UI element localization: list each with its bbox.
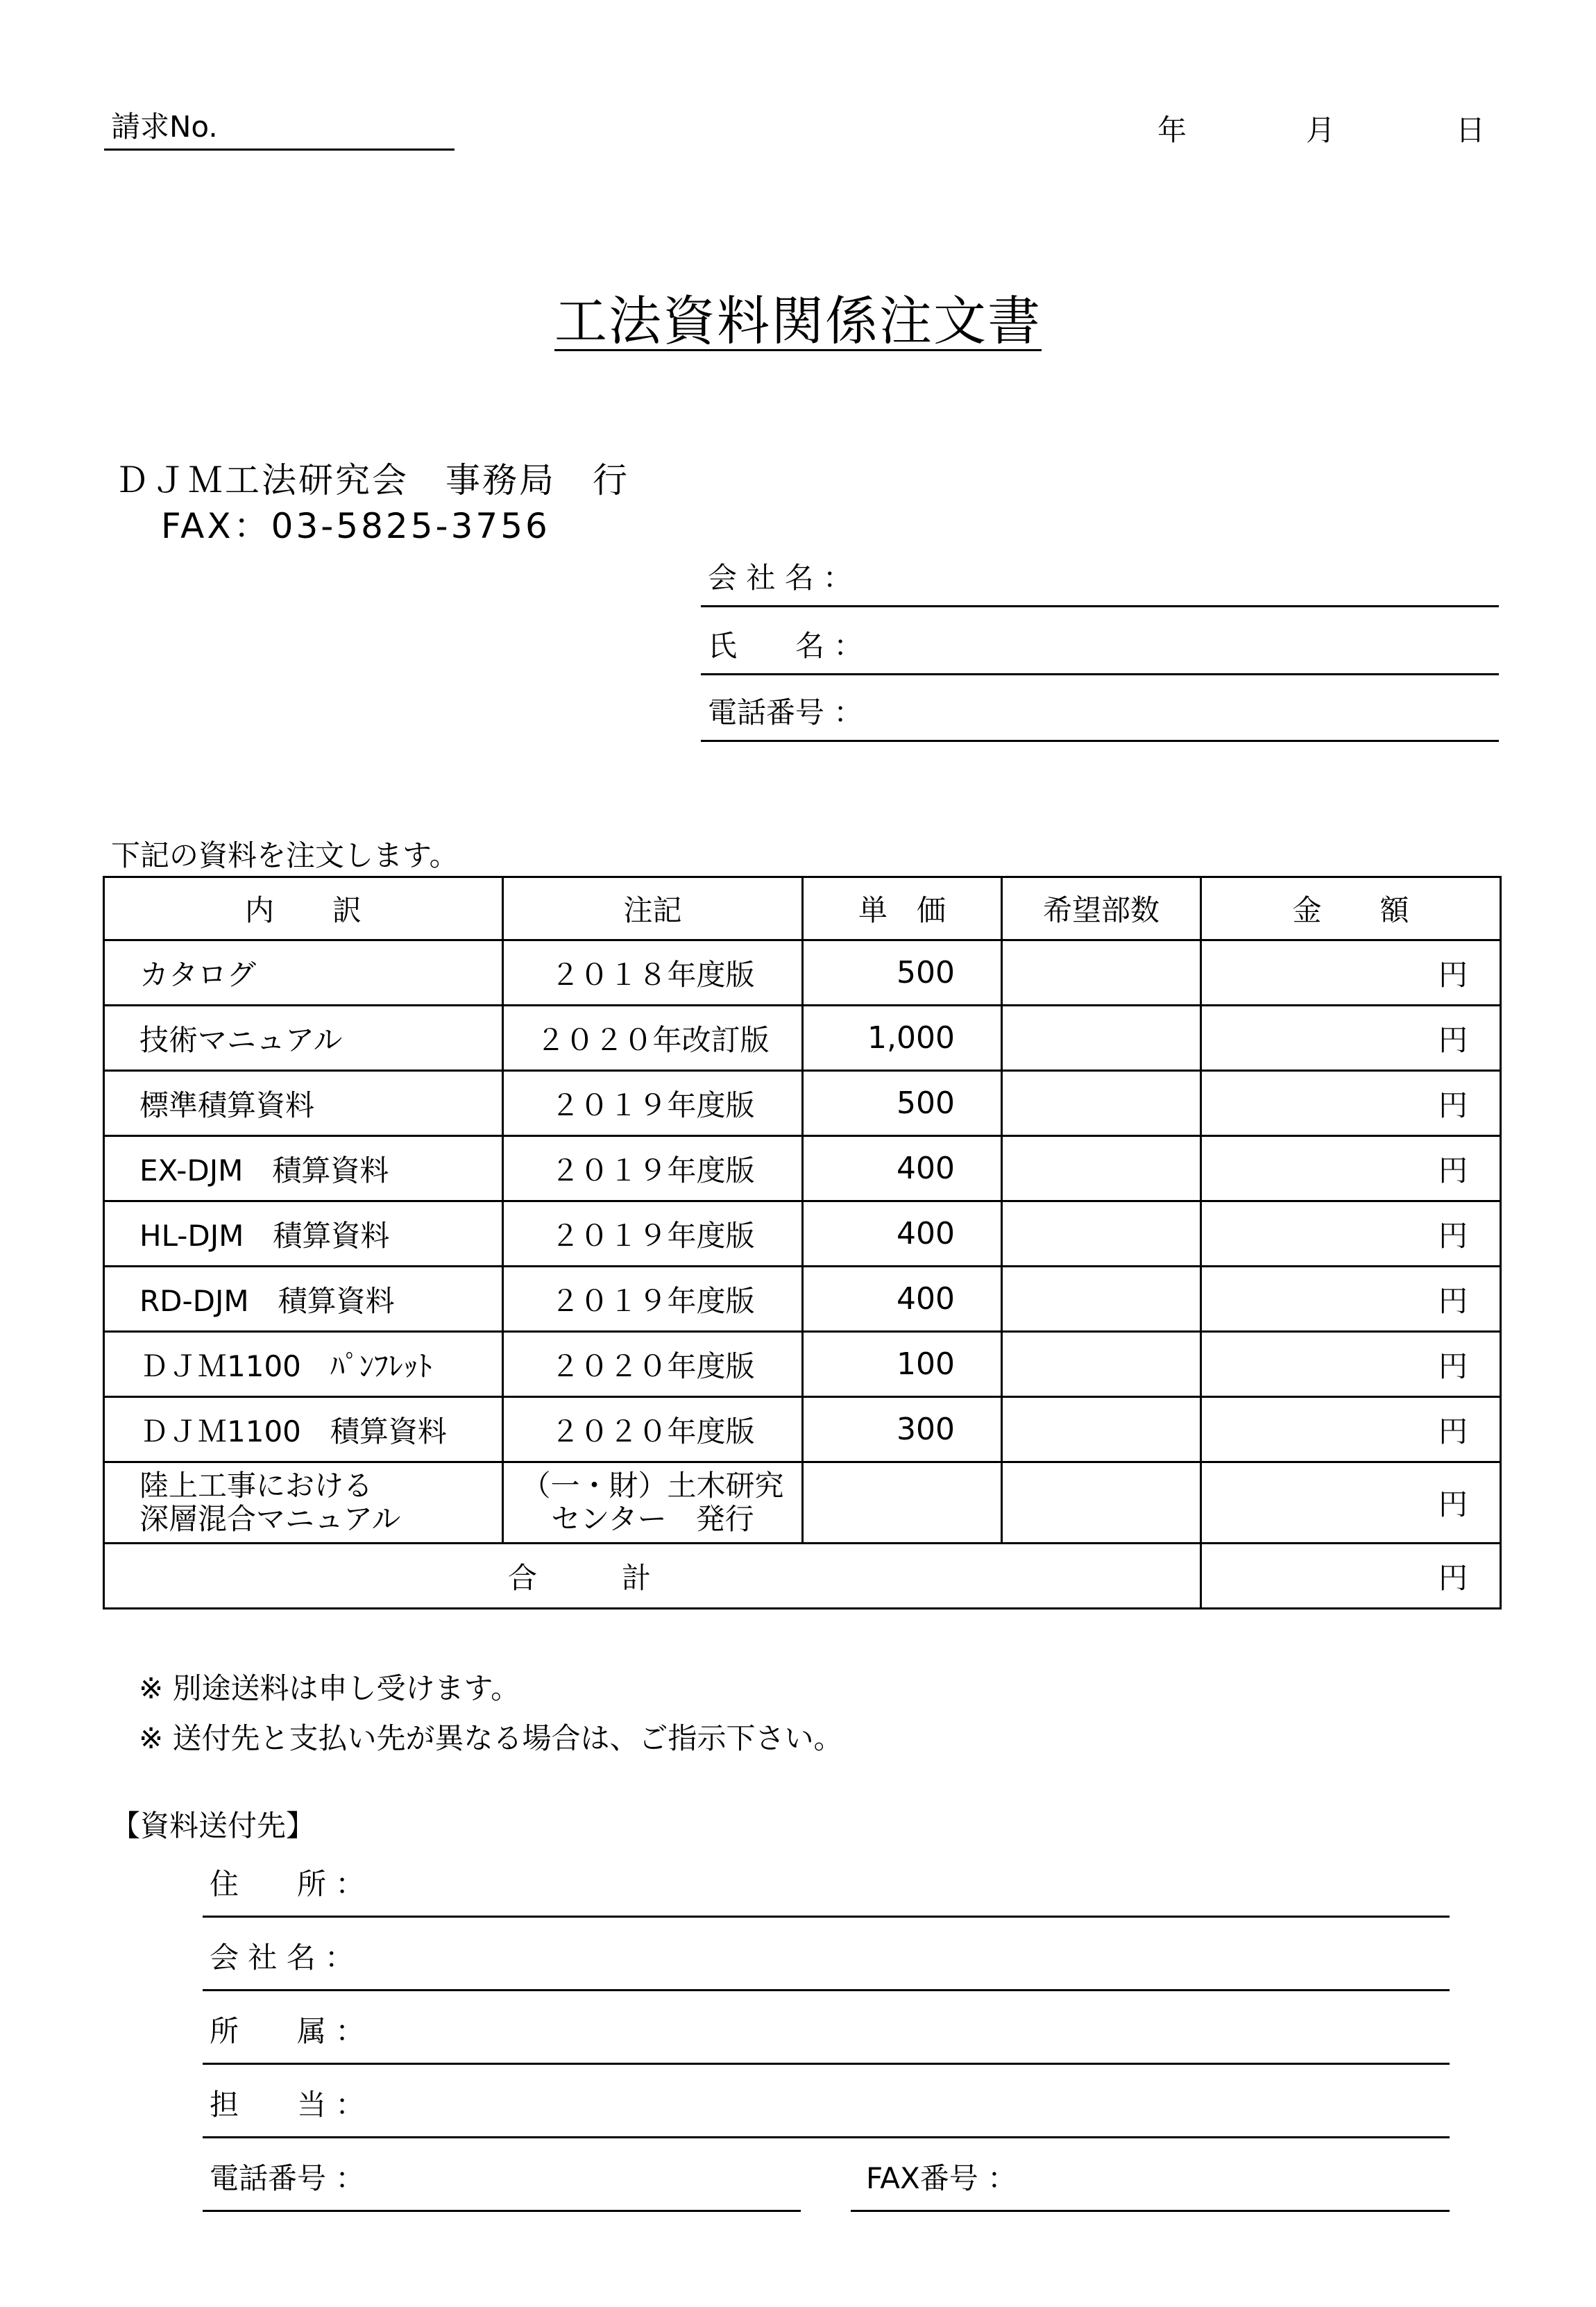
item-name: 標準積算資料 (104, 1071, 503, 1136)
orderer-company-field[interactable] (701, 605, 1499, 607)
amount-input[interactable]: 円 (1201, 1071, 1501, 1136)
shipping-contact-field[interactable] (203, 2136, 1450, 2138)
request-number-field[interactable] (104, 149, 455, 151)
table-row (104, 1071, 1501, 1136)
orderer-phone-field[interactable] (701, 740, 1499, 742)
day-label: 日 (1456, 113, 1486, 147)
item-name: カタログ (104, 940, 503, 1006)
amount-input[interactable]: 円 (1201, 1201, 1501, 1267)
item-unit-price: 1,000 (803, 1006, 1002, 1071)
item-unit-price: 400 (803, 1267, 1002, 1332)
note-different-payer: ※ 送付先と支払い先が異なる場合は、ご指示下さい。 (139, 1721, 843, 1755)
item-note: ２０１９年度版 (503, 1267, 803, 1332)
item-note: ２０１８年度版 (503, 940, 803, 1006)
header-amount: 金 額 (1201, 877, 1501, 940)
orderer-company-label: 会 社 名 ： (708, 561, 853, 595)
recipient-fax: FAX：03-5825-3756 (161, 506, 550, 546)
special-note-line2: センター 発行 (551, 1502, 754, 1536)
special-item-name (104, 1462, 503, 1544)
item-note: ２０２０年度版 (503, 1397, 803, 1462)
table-row (104, 1267, 1501, 1332)
item-name: ＤＪＭ1100 積算資料 (104, 1397, 503, 1462)
header-item: 内 訳 (104, 877, 503, 940)
shipping-fax-label: FAX番号 ： (866, 2161, 1017, 2195)
quantity-input[interactable] (1002, 1267, 1201, 1332)
quantity-input[interactable] (1002, 1332, 1201, 1397)
item-unit-price: 500 (803, 940, 1002, 1006)
item-name: RD-DJM 積算資料 (104, 1267, 503, 1332)
amount-input[interactable]: 円 (1201, 1006, 1501, 1071)
item-note: ２０１９年度版 (503, 1201, 803, 1267)
table-row (104, 940, 1501, 1006)
note-shipping-fee: ※ 別途送料は申し受けます。 (139, 1671, 520, 1705)
total-amount-input[interactable]: 円 (1201, 1544, 1501, 1609)
special-unit-price (803, 1462, 1002, 1544)
quantity-input[interactable] (1002, 1006, 1201, 1071)
amount-input[interactable]: 円 (1201, 1136, 1501, 1201)
shipping-address-field[interactable] (203, 1916, 1450, 1918)
item-unit-price: 100 (803, 1332, 1002, 1397)
year-label: 年 (1157, 113, 1187, 147)
document-title (0, 279, 1596, 355)
item-note: ２０１９年度版 (503, 1071, 803, 1136)
orderer-name-label: 氏 名 ： (708, 629, 863, 663)
quantity-input[interactable] (1002, 1136, 1201, 1201)
shipping-heading: 【資料送付先】 (111, 1809, 316, 1843)
item-unit-price: 400 (803, 1136, 1002, 1201)
item-name: 技術マニュアル (104, 1006, 503, 1071)
special-item-note (503, 1462, 803, 1544)
header-quantity: 希望部数 (1002, 877, 1201, 940)
item-unit-price: 300 (803, 1397, 1002, 1462)
special-note-line1: （一・財）土木研究 (521, 1469, 784, 1503)
header-note: 注記 (503, 877, 803, 940)
shipping-phone-field[interactable] (203, 2210, 801, 2212)
intro-text: 下記の資料を注文します。 (111, 838, 459, 872)
table-row-special (104, 1462, 1501, 1544)
item-name: EX-DJM 積算資料 (104, 1136, 503, 1201)
orderer-phone-label: 電話番号 ： (708, 695, 863, 729)
item-note: ２０２０年度版 (503, 1332, 803, 1397)
document-title-text: 工法資料関係注文書 (554, 290, 1042, 352)
request-number-label: 請求No. (111, 110, 218, 144)
table-row (104, 1332, 1501, 1397)
amount-input[interactable]: 円 (1201, 1267, 1501, 1332)
item-unit-price: 400 (803, 1201, 1002, 1267)
item-note: ２０１９年度版 (503, 1136, 803, 1201)
shipping-phone-label: 電話番号 ： (210, 2161, 365, 2195)
special-item-line1: 陸上工事における (139, 1469, 373, 1503)
table-row (104, 1006, 1501, 1071)
shipping-contact-label: 担 当 ： (210, 2088, 365, 2122)
header-unit-price: 単 価 (803, 877, 1002, 940)
amount-input[interactable]: 円 (1201, 940, 1501, 1006)
shipping-department-field[interactable] (203, 2063, 1450, 2065)
quantity-input[interactable] (1002, 940, 1201, 1006)
orderer-name-field[interactable] (701, 673, 1499, 675)
special-item-line2: 深層混合マニュアル (139, 1502, 401, 1536)
item-name: HL-DJM 積算資料 (104, 1201, 503, 1267)
month-label: 月 (1306, 113, 1336, 147)
order-table (103, 876, 1502, 1609)
shipping-address-label: 住 所 ： (210, 1867, 365, 1901)
item-name: ＤＪＭ1100 ﾊﾟﾝﾌﾚｯﾄ (104, 1332, 503, 1397)
table-row (104, 1397, 1501, 1462)
quantity-input[interactable] (1002, 1397, 1201, 1462)
table-header-row (104, 877, 1501, 940)
shipping-department-label: 所 属 ： (210, 2014, 365, 2048)
quantity-input[interactable] (1002, 1462, 1201, 1544)
amount-input[interactable]: 円 (1201, 1332, 1501, 1397)
item-note: ２０２０年改訂版 (503, 1006, 803, 1071)
amount-input[interactable]: 円 (1201, 1462, 1501, 1544)
quantity-input[interactable] (1002, 1071, 1201, 1136)
quantity-input[interactable] (1002, 1201, 1201, 1267)
table-row (104, 1201, 1501, 1267)
shipping-company-field[interactable] (203, 1989, 1450, 1991)
table-row (104, 1136, 1501, 1201)
amount-input[interactable]: 円 (1201, 1397, 1501, 1462)
total-label: 合 計 (104, 1544, 1201, 1609)
item-unit-price: 500 (803, 1071, 1002, 1136)
shipping-company-label: 会 社 名 ： (210, 1941, 355, 1975)
shipping-fax-field[interactable] (851, 2210, 1450, 2212)
total-row (104, 1544, 1501, 1609)
recipient-name: ＤＪＭ工法研究会 事務局 行 (114, 460, 629, 500)
